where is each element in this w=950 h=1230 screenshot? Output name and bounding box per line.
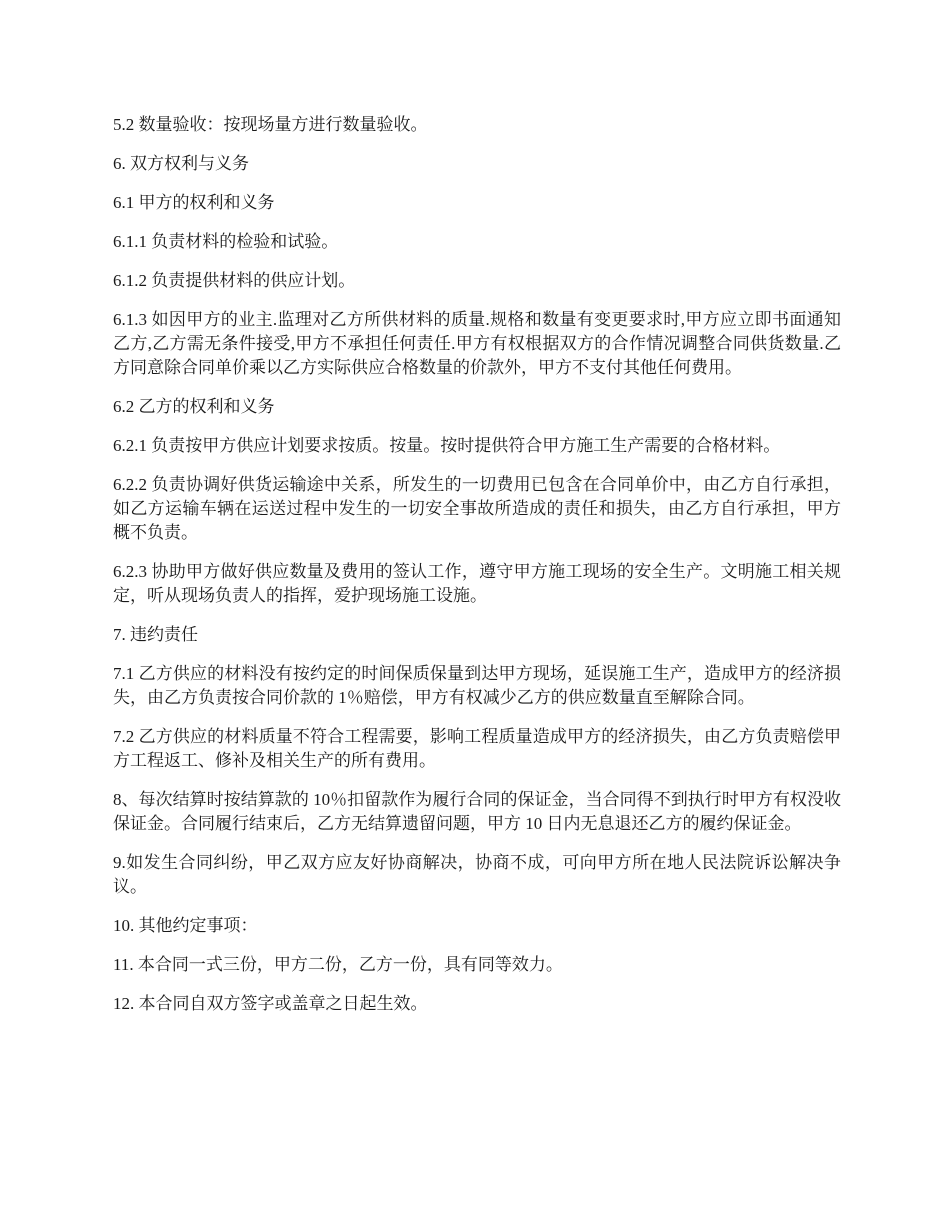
clause-6-2-2: 6.2.2 负责协调好供货运输途中关系，所发生的一切费用已包含在合同单价中，由乙方自行承担，如乙方运输车辆在运送过程中发生的一切安全事故所造成的责任和损失，由乙方自行承担，甲方概不负责。: [113, 475, 841, 542]
clause-6-1-1: 6.1.1 负责材料的检验和试验。: [113, 232, 339, 251]
clause-6-2-3: 6.2.3 协助甲方做好供应数量及费用的签认工作，遵守甲方施工现场的安全生产。文明施工相关规定，听从现场负责人的指挥，爱护现场施工设施。: [113, 562, 841, 605]
clause-11: 11. 本合同一式三份，甲方二份，乙方一份，具有同等效力。: [113, 955, 563, 974]
clause-10: 10. 其他约定事项：: [113, 916, 258, 935]
clause-5-2: 5.2 数量验收：按现场量方进行数量验收。: [113, 115, 428, 134]
clause-7-1: 7.1 乙方供应的材料没有按约定的时间保质保量到达甲方现场，延误施工生产，造成甲方的经济损失，由乙方负责按合同价款的 1％赔偿，甲方有权减少乙方的供应数量直至解除合同。: [113, 664, 841, 707]
section-6-1-heading: 6.1 甲方的权利和义务: [113, 193, 275, 212]
clause-12: 12. 本合同自双方签字或盖章之日起生效。: [113, 994, 428, 1013]
clause-8: 8、每次结算时按结算款的 10％扣留款作为履行合同的保证金，当合同得不到执行时甲方有权没收保证金。合同履行结束后，乙方无结算遗留问题，甲方 10 日内无息退还乙方的履约保证金。: [113, 790, 841, 833]
clause-9: 9.如发生合同纠纷，甲乙双方应友好协商解决，协商不成，可向甲方所在地人民法院诉讼解决争议。: [113, 853, 841, 896]
clause-7-2: 7.2 乙方供应的材料质量不符合工程需要，影响工程质量造成甲方的经济损失，由乙方负责赔偿甲方工程返工、修补及相关生产的所有费用。: [113, 727, 841, 770]
clause-6-1-3: 6.1.3 如因甲方的业主.监理对乙方所供材料的质量.规格和数量有变更要求时,甲方应立即书面通知乙方,乙方需无条件接受,甲方不承担任何责任.甲方有权根据双方的合作情况调整合同供货数量.乙方同意除合同单价乘以乙方实际供应合格数量的价款外，甲方不支付其他任何费用。: [113, 310, 841, 377]
section-6-2-heading: 6.2 乙方的权利和义务: [113, 397, 275, 416]
section-6-heading: 6. 双方权利与义务: [113, 154, 249, 173]
clause-6-1-2: 6.1.2 负责提供材料的供应计划。: [113, 271, 356, 290]
section-7-heading: 7. 违约责任: [113, 625, 198, 644]
clause-6-2-1: 6.2.1 负责按甲方供应计划要求按质。按量。按时提供符合甲方施工生产需要的合格材料。: [113, 436, 781, 455]
document-body: [113, 113, 841, 1031]
